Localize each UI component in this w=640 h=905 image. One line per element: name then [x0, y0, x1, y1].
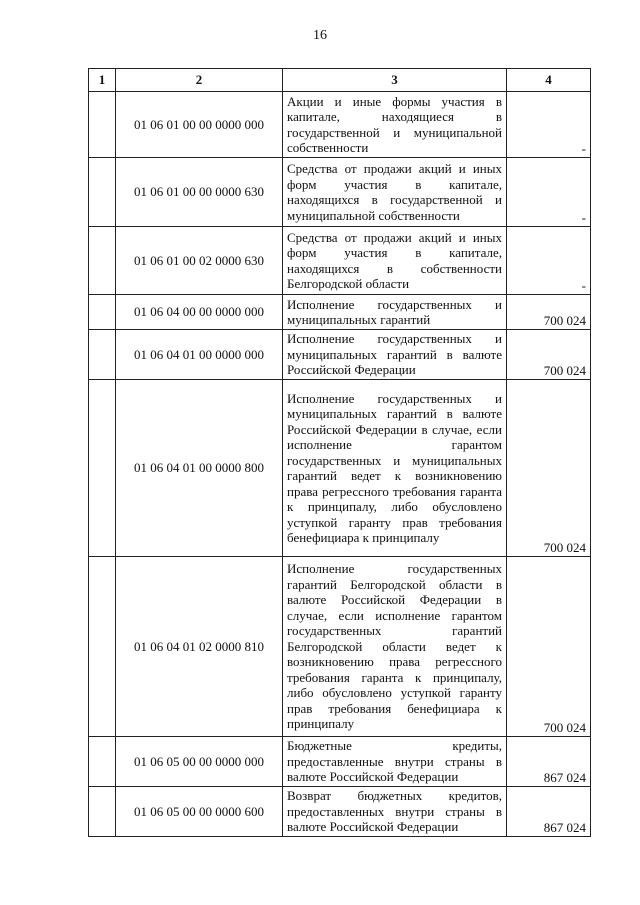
- table-row: [89, 295, 591, 330]
- budget-code-cell: 01 06 05 00 00 0000 000: [116, 737, 283, 787]
- table-row: [89, 787, 591, 837]
- budget-code-cell: 01 06 04 00 00 0000 000: [116, 295, 283, 330]
- budget-code-cell: 01 06 01 00 02 0000 630: [116, 227, 283, 295]
- description-cell: Исполнение государственных гарантий Белгородской области в валюте Российской Федерации в случае, если исполнение гарантом государственных гарантий Белгородской области ведет к возникновению права регрессного требования гаранта к принципалу, либо обусловлено уступкой гаранту прав требования бенефициара к принципалу: [283, 557, 507, 737]
- table-row: [89, 557, 591, 737]
- amount-cell: 867 024: [507, 737, 591, 787]
- table-row: [89, 330, 591, 380]
- table-row: [89, 158, 591, 227]
- budget-code-cell: 01 06 04 01 00 0000 000: [116, 330, 283, 380]
- column-header: 4: [507, 69, 591, 92]
- row-number-cell: [89, 330, 116, 380]
- budget-code-cell: 01 06 01 00 00 0000 630: [116, 158, 283, 227]
- row-number-cell: [89, 787, 116, 837]
- row-number-cell: [89, 380, 116, 557]
- row-number-cell: [89, 227, 116, 295]
- row-number-cell: [89, 737, 116, 787]
- amount-cell: 700 024: [507, 330, 591, 380]
- amount-cell: 700 024: [507, 295, 591, 330]
- budget-code-cell: 01 06 01 00 00 0000 000: [116, 92, 283, 158]
- budget-code-cell: 01 06 04 01 02 0000 810: [116, 557, 283, 737]
- description-cell: Исполнение государственных и муниципальных гарантий в валюте Российской Федерации в случае, если исполнение гарантом государственных и муниципальных гарантий ведет к возникновению права регрессного требования гаранта к принципалу, либо обусловлено уступкой гаранту прав требования бенефициара к принципалу: [283, 380, 507, 557]
- row-number-cell: [89, 158, 116, 227]
- description-cell: Исполнение государственных и муниципальных гарантий: [283, 295, 507, 330]
- row-number-cell: [89, 92, 116, 158]
- amount-cell: -: [507, 92, 591, 158]
- amount-cell: -: [507, 227, 591, 295]
- page-number: 16: [313, 28, 327, 43]
- amount-cell: 700 024: [507, 380, 591, 557]
- table-row: [89, 380, 591, 557]
- description-cell: Исполнение государственных и муниципальных гарантий в валюте Российской Федерации: [283, 330, 507, 380]
- description-cell: Акции и иные формы участия в капитале, находящиеся в государственной и муниципальной собственности: [283, 92, 507, 158]
- table-row: [89, 227, 591, 295]
- column-header: 1: [89, 69, 116, 92]
- description-cell: Средства от продажи акций и иных форм участия в капитале, находящихся в собственности Белгородской области: [283, 227, 507, 295]
- table-row: [89, 92, 591, 158]
- amount-cell: 867 024: [507, 787, 591, 837]
- budget-code-cell: 01 06 04 01 00 0000 800: [116, 380, 283, 557]
- amount-cell: -: [507, 158, 591, 227]
- budget-code-cell: 01 06 05 00 00 0000 600: [116, 787, 283, 837]
- budget-table: [88, 68, 591, 837]
- row-number-cell: [89, 295, 116, 330]
- description-cell: Средства от продажи акций и иных форм участия в капитале, находящихся в государственной и муниципальной собственности: [283, 158, 507, 227]
- description-cell: Возврат бюджетных кредитов, предоставленных внутри страны в валюте Российской Федерации: [283, 787, 507, 837]
- column-header: 2: [116, 69, 283, 92]
- description-cell: Бюджетные кредиты, предоставленные внутри страны в валюте Российской Федерации: [283, 737, 507, 787]
- row-number-cell: [89, 557, 116, 737]
- amount-cell: 700 024: [507, 557, 591, 737]
- table-row: [89, 737, 591, 787]
- column-header: 3: [283, 69, 507, 92]
- table-header-row: [89, 69, 591, 92]
